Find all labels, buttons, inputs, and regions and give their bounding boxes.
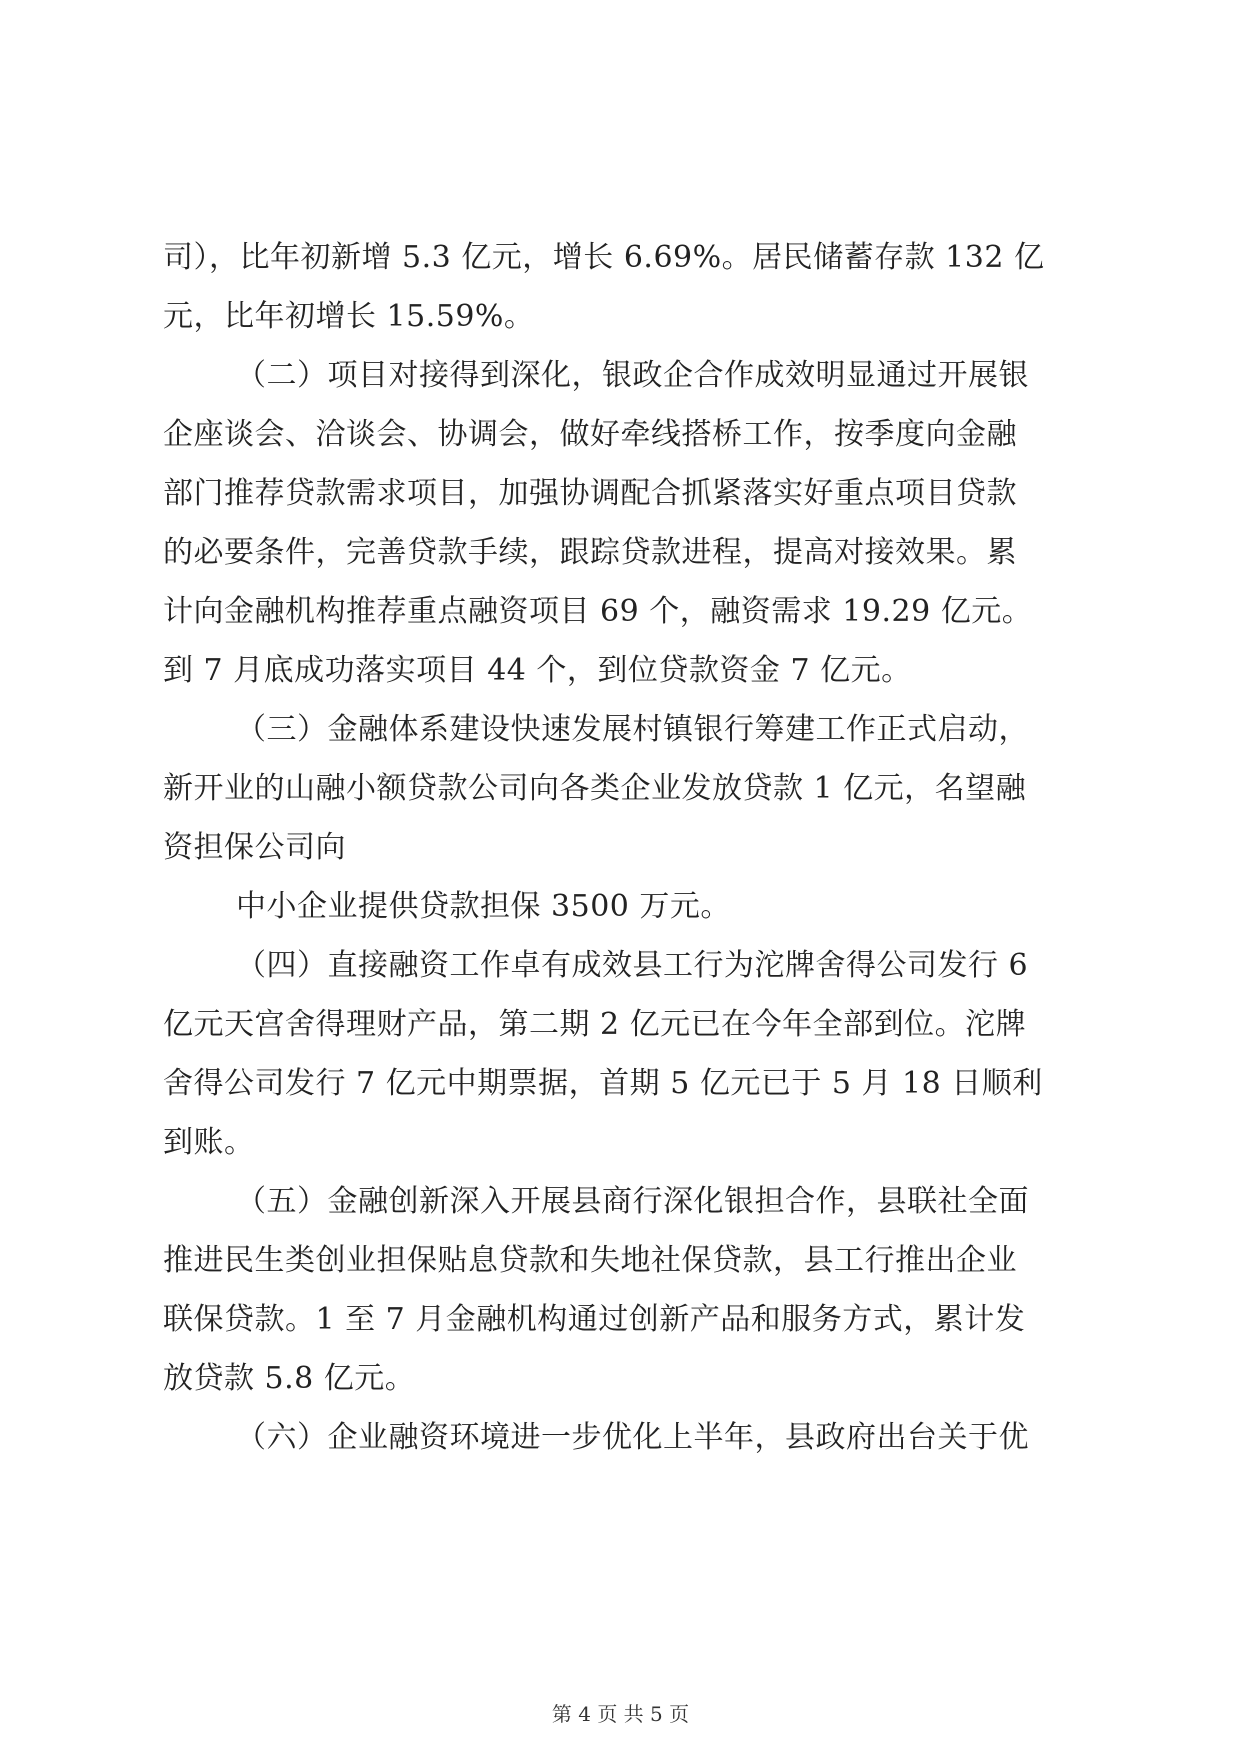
text-line: 中小企业提供贷款担保 3500 万元。 [236,889,731,924]
text-line: （五）金融创新深入开展县商行深化银担合作，县联社全面 [236,1184,1029,1219]
text-line: 的必要条件，完善贷款手续，跟踪贷款进程，提高对接效果。累 [163,535,1017,570]
page-number-footer: 第 4 页 共 5 页 [551,1702,690,1726]
text-line: 新开业的山融小额贷款公司向各类企业发放贷款 1 亿元，名望融 [163,771,1027,806]
text-line: 推进民生类创业担保贴息贷款和失地社保贷款，县工行推出企业 [163,1243,1017,1278]
text-line: 元，比年初增长 15.59%。 [163,299,535,334]
text-line: 部门推荐贷款需求项目，加强协调配合抓紧落实好重点项目贷款 [163,476,1017,511]
text-line: （二）项目对接得到深化，银政企合作成效明显通过开展银 [236,358,1029,393]
body-text [163,228,1083,1467]
text-line: 计向金融机构推荐重点融资项目 69 个，融资需求 19.29 亿元。 [163,594,1033,629]
text-line: 舍得公司发行 7 亿元中期票据，首期 5 亿元已于 5 月 18 日顺利 [163,1066,1043,1101]
text-line: 到 7 月底成功落实项目 44 个，到位贷款资金 7 亿元。 [163,653,912,688]
text-line: 亿元天宫舍得理财产品，第二期 2 亿元已在今年全部到位。沱牌 [163,1007,1027,1042]
text-line: 司），比年初新增 5.3 亿元，增长 6.69%。居民储蓄存款 132 亿 [163,240,1045,275]
text-line: 资担保公司向 [163,830,346,865]
text-line: 联保贷款。1 至 7 月金融机构通过创新产品和服务方式，累计发 [163,1302,1026,1337]
text-line: 放贷款 5.8 亿元。 [163,1361,416,1396]
text-line: （六）企业融资环境进一步优化上半年，县政府出台关于优 [236,1420,1029,1455]
text-line: （三）金融体系建设快速发展村镇银行筹建工作正式启动， [236,712,1029,747]
text-line: 企座谈会、洽谈会、协调会，做好牵线搭桥工作，按季度向金融 [163,417,1017,452]
text-line: （四）直接融资工作卓有成效县工行为沱牌舍得公司发行 6 [236,948,1029,983]
text-line: 到账。 [163,1125,255,1160]
